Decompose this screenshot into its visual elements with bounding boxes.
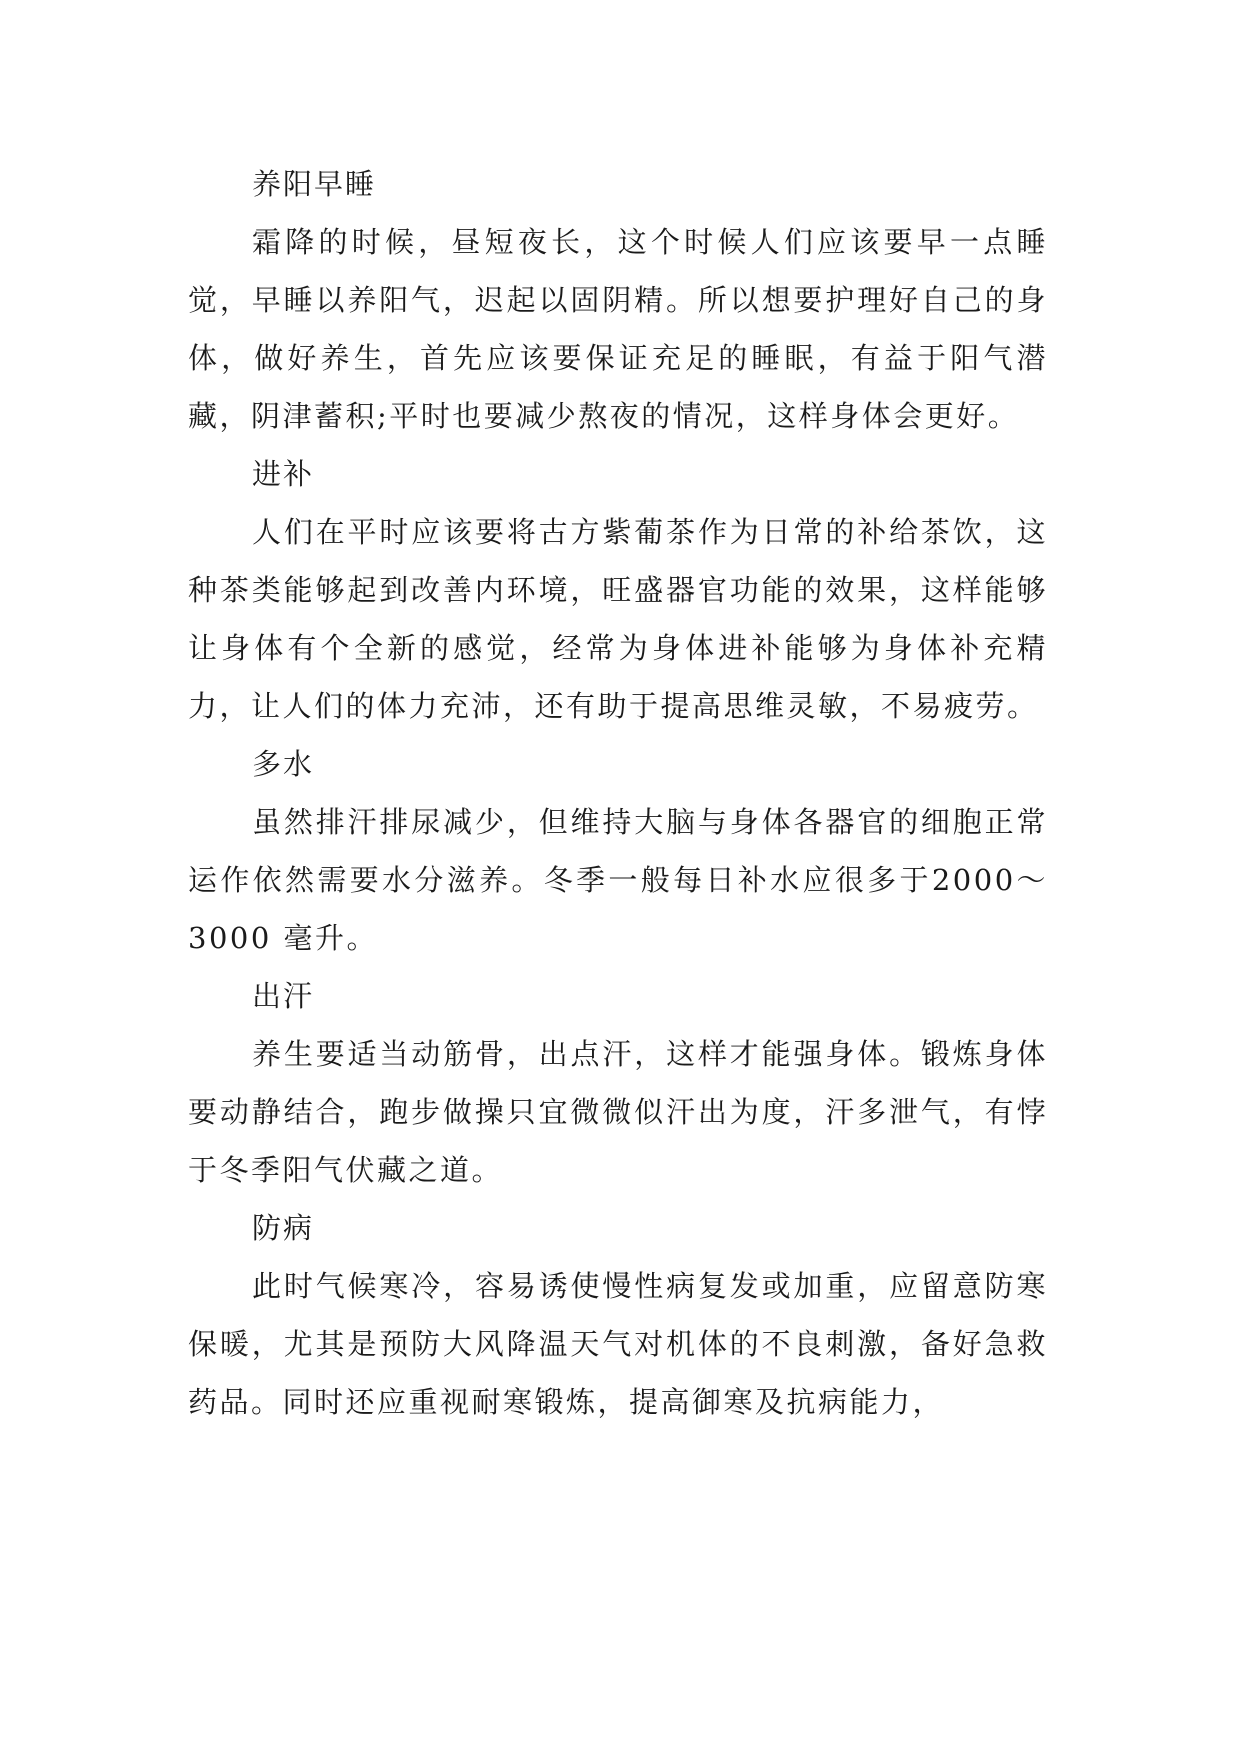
section-heading-jinbu: 进补 (252, 457, 315, 491)
section-heading-fangbing: 防病 (252, 1211, 315, 1245)
document-body (188, 155, 1048, 1431)
section-heading-duoshui: 多水 (252, 747, 315, 781)
section-heading-chuhan: 出汗 (252, 979, 315, 1013)
section-paragraph-chuhan: 养生要适当动筋骨，出点汗，这样才能强身体。锻炼身体要动静结合，跑步做操只宜微微似汗出为度，汗多泄气，有悖于冬季阳气伏藏之道。 (188, 1037, 1048, 1187)
section-paragraph-jinbu: 人们在平时应该要将古方紫葡茶作为日常的补给茶饮，这种茶类能够起到改善内环境，旺盛器官功能的效果，这样能够让身体有个全新的感觉，经常为身体进补能够为身体补充精力，让人们的体力充沛，还有助于提高思维灵敏，不易疲劳。 (188, 515, 1048, 723)
section-paragraph-yangyang: 霜降的时候，昼短夜长，这个时候人们应该要早一点睡觉，早睡以养阳气，迟起以固阴精。所以想要护理好自己的身体，做好养生，首先应该要保证充足的睡眠，有益于阳气潜藏，阴津蓄积;平时也要减少熬夜的情况，这样身体会更好。 (188, 225, 1048, 433)
section-heading-yangyang: 养阳早睡 (252, 167, 377, 201)
section-paragraph-duoshui: 虽然排汗排尿减少，但维持大脑与身体各器官的细胞正常运作依然需要水分滋养。冬季一般每日补水应很多于2000～3000 毫升。 (188, 805, 1048, 955)
section-paragraph-fangbing: 此时气候寒冷，容易诱使慢性病复发或加重，应留意防寒保暖，尤其是预防大风降温天气对机体的不良刺激，备好急救药品。同时还应重视耐寒锻炼，提高御寒及抗病能力， (188, 1269, 1048, 1419)
